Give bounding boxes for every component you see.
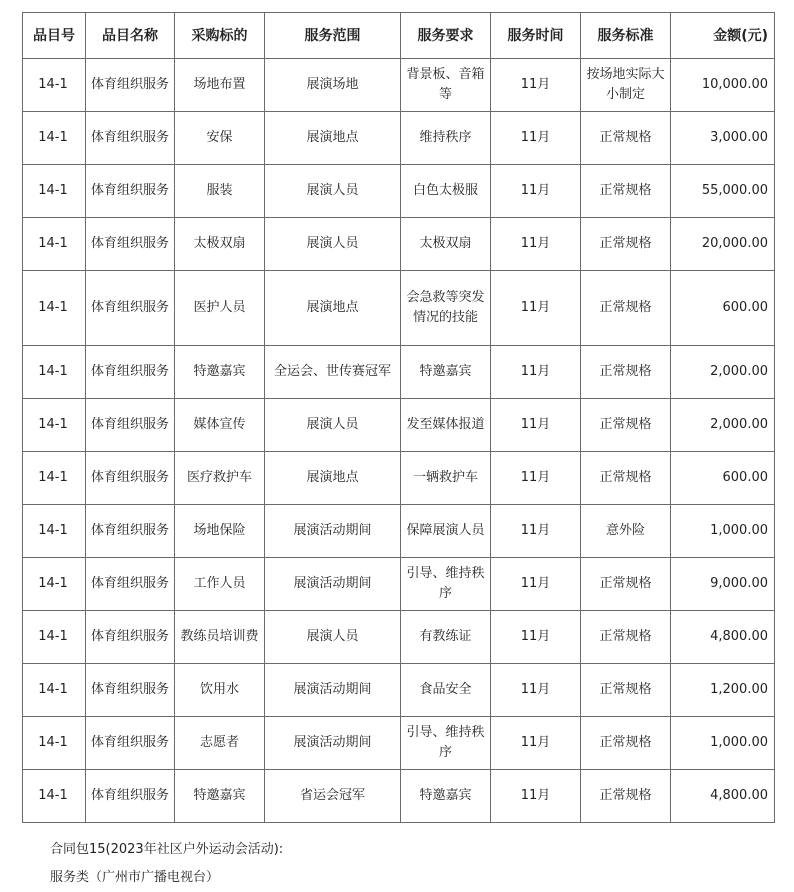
header-item-name: 品目名称 — [86, 13, 175, 59]
cell-amount: 9,000.00 — [671, 558, 775, 611]
table-row — [23, 717, 775, 770]
cell-service-requirement: 有教练证 — [401, 611, 491, 664]
cell-service-time: 11月 — [491, 218, 581, 271]
cell-item-name: 体育组织服务 — [86, 611, 175, 664]
cell-service-requirement: 白色太极服 — [401, 165, 491, 218]
cell-service-standard: 正常规格 — [581, 346, 671, 399]
cell-service-time: 11月 — [491, 271, 581, 346]
cell-item-no: 14-1 — [23, 770, 86, 823]
cell-item-name: 体育组织服务 — [86, 165, 175, 218]
cell-service-time: 11月 — [491, 717, 581, 770]
header-amount: 金额(元) — [671, 13, 775, 59]
table-row — [23, 271, 775, 346]
cell-item-no: 14-1 — [23, 271, 86, 346]
cell-item-no: 14-1 — [23, 399, 86, 452]
cell-amount: 3,000.00 — [671, 112, 775, 165]
cell-service-requirement: 一辆救护车 — [401, 452, 491, 505]
cell-service-time: 11月 — [491, 452, 581, 505]
cell-item-name: 体育组织服务 — [86, 346, 175, 399]
cell-service-standard: 正常规格 — [581, 558, 671, 611]
cell-procurement-object: 志愿者 — [175, 717, 265, 770]
cell-service-time: 11月 — [491, 558, 581, 611]
cell-item-name: 体育组织服务 — [86, 558, 175, 611]
cell-service-scope: 全运会、世传赛冠军 — [265, 346, 401, 399]
cell-service-standard: 正常规格 — [581, 770, 671, 823]
cell-service-standard: 正常规格 — [581, 611, 671, 664]
cell-service-standard: 正常规格 — [581, 112, 671, 165]
cell-item-no: 14-1 — [23, 165, 86, 218]
cell-service-standard: 正常规格 — [581, 452, 671, 505]
cell-amount: 10,000.00 — [671, 59, 775, 112]
cell-item-name: 体育组织服务 — [86, 112, 175, 165]
cell-amount: 55,000.00 — [671, 165, 775, 218]
cell-procurement-object: 场地布置 — [175, 59, 265, 112]
cell-procurement-object: 医疗救护车 — [175, 452, 265, 505]
cell-amount: 600.00 — [671, 452, 775, 505]
cell-service-standard: 正常规格 — [581, 717, 671, 770]
table-row — [23, 505, 775, 558]
cell-service-scope: 展演人员 — [265, 165, 401, 218]
cell-service-time: 11月 — [491, 399, 581, 452]
cell-service-scope: 展演场地 — [265, 59, 401, 112]
header-item-no: 品目号 — [23, 13, 86, 59]
table-row — [23, 452, 775, 505]
cell-service-standard: 正常规格 — [581, 399, 671, 452]
cell-service-scope: 展演地点 — [265, 112, 401, 165]
cell-item-no: 14-1 — [23, 664, 86, 717]
cell-service-scope: 展演活动期间 — [265, 717, 401, 770]
cell-amount: 4,800.00 — [671, 611, 775, 664]
cell-amount: 2,000.00 — [671, 399, 775, 452]
cell-procurement-object: 场地保险 — [175, 505, 265, 558]
cell-item-no: 14-1 — [23, 558, 86, 611]
cell-service-standard: 意外险 — [581, 505, 671, 558]
cell-item-name: 体育组织服务 — [86, 664, 175, 717]
cell-service-scope: 展演地点 — [265, 271, 401, 346]
table-row — [23, 399, 775, 452]
table-header — [23, 13, 775, 59]
cell-service-time: 11月 — [491, 664, 581, 717]
cell-amount: 2,000.00 — [671, 346, 775, 399]
header-procurement-object: 采购标的 — [175, 13, 265, 59]
cell-amount: 1,000.00 — [671, 505, 775, 558]
service-category-line: 服务类（广州市广播电视台） — [50, 870, 220, 885]
cell-item-no: 14-1 — [23, 452, 86, 505]
cell-item-no: 14-1 — [23, 505, 86, 558]
cell-procurement-object: 安保 — [175, 112, 265, 165]
header-service-requirement: 服务要求 — [401, 13, 491, 59]
cell-service-standard: 正常规格 — [581, 165, 671, 218]
header-service-time: 服务时间 — [491, 13, 581, 59]
cell-service-scope: 展演地点 — [265, 452, 401, 505]
cell-service-scope: 展演人员 — [265, 218, 401, 271]
contract-package-line: 合同包15(2023年社区户外运动会活动): — [50, 842, 284, 857]
cell-procurement-object: 服装 — [175, 165, 265, 218]
cell-service-requirement: 特邀嘉宾 — [401, 770, 491, 823]
cell-service-time: 11月 — [491, 112, 581, 165]
cell-item-no: 14-1 — [23, 218, 86, 271]
cell-procurement-object: 工作人员 — [175, 558, 265, 611]
cell-service-requirement: 发至媒体报道 — [401, 399, 491, 452]
cell-service-time: 11月 — [491, 59, 581, 112]
cell-service-standard: 正常规格 — [581, 271, 671, 346]
procurement-table — [22, 12, 775, 823]
table-row — [23, 59, 775, 112]
cell-amount: 20,000.00 — [671, 218, 775, 271]
table-row — [23, 218, 775, 271]
cell-item-name: 体育组织服务 — [86, 59, 175, 112]
cell-service-requirement: 特邀嘉宾 — [401, 346, 491, 399]
cell-item-name: 体育组织服务 — [86, 770, 175, 823]
cell-item-no: 14-1 — [23, 112, 86, 165]
header-service-standard: 服务标准 — [581, 13, 671, 59]
table-row — [23, 664, 775, 717]
cell-service-scope: 省运会冠军 — [265, 770, 401, 823]
cell-service-requirement: 引导、维持秩序 — [401, 558, 491, 611]
cell-item-no: 14-1 — [23, 611, 86, 664]
cell-service-requirement: 引导、维持秩序 — [401, 717, 491, 770]
cell-service-standard: 正常规格 — [581, 218, 671, 271]
cell-item-name: 体育组织服务 — [86, 452, 175, 505]
cell-service-time: 11月 — [491, 770, 581, 823]
cell-service-time: 11月 — [491, 611, 581, 664]
cell-service-requirement: 维持秩序 — [401, 112, 491, 165]
cell-procurement-object: 特邀嘉宾 — [175, 770, 265, 823]
cell-service-scope: 展演人员 — [265, 399, 401, 452]
cell-item-no: 14-1 — [23, 717, 86, 770]
cell-service-requirement: 会急救等突发情况的技能 — [401, 271, 491, 346]
cell-service-scope: 展演活动期间 — [265, 558, 401, 611]
cell-procurement-object: 特邀嘉宾 — [175, 346, 265, 399]
cell-item-name: 体育组织服务 — [86, 717, 175, 770]
cell-service-standard: 按场地实际大小制定 — [581, 59, 671, 112]
cell-procurement-object: 医护人员 — [175, 271, 265, 346]
table-row — [23, 346, 775, 399]
cell-amount: 1,000.00 — [671, 717, 775, 770]
table-row — [23, 558, 775, 611]
table-body — [23, 59, 775, 823]
cell-amount: 1,200.00 — [671, 664, 775, 717]
cell-item-name: 体育组织服务 — [86, 505, 175, 558]
cell-item-name: 体育组织服务 — [86, 218, 175, 271]
header-service-scope: 服务范围 — [265, 13, 401, 59]
cell-service-scope: 展演人员 — [265, 611, 401, 664]
cell-service-scope: 展演活动期间 — [265, 505, 401, 558]
cell-procurement-object: 饮用水 — [175, 664, 265, 717]
cell-service-time: 11月 — [491, 346, 581, 399]
cell-amount: 600.00 — [671, 271, 775, 346]
cell-service-requirement: 保障展演人员 — [401, 505, 491, 558]
cell-procurement-object: 太极双扇 — [175, 218, 265, 271]
cell-procurement-object: 教练员培训费 — [175, 611, 265, 664]
cell-service-time: 11月 — [491, 165, 581, 218]
cell-service-time: 11月 — [491, 505, 581, 558]
cell-item-no: 14-1 — [23, 346, 86, 399]
cell-procurement-object: 媒体宣传 — [175, 399, 265, 452]
cell-amount: 4,800.00 — [671, 770, 775, 823]
cell-service-requirement: 食品安全 — [401, 664, 491, 717]
header-row — [23, 13, 775, 59]
table-row — [23, 770, 775, 823]
table-row — [23, 611, 775, 664]
cell-service-requirement: 太极双扇 — [401, 218, 491, 271]
cell-service-standard: 正常规格 — [581, 664, 671, 717]
cell-item-no: 14-1 — [23, 59, 86, 112]
cell-service-requirement: 背景板、音箱等 — [401, 59, 491, 112]
cell-item-name: 体育组织服务 — [86, 399, 175, 452]
cell-service-scope: 展演活动期间 — [265, 664, 401, 717]
table-row — [23, 112, 775, 165]
cell-item-name: 体育组织服务 — [86, 271, 175, 346]
table-row — [23, 165, 775, 218]
